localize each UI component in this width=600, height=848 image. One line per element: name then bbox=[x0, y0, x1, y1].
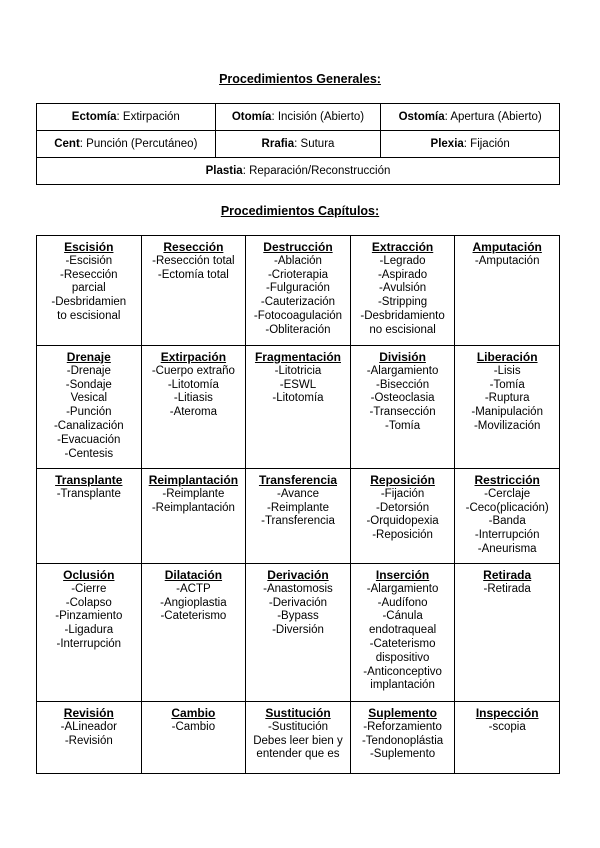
chapter-heading: Inserción bbox=[375, 568, 430, 582]
chapter-item: Debes leer bien y bbox=[253, 734, 343, 747]
chapter-item: -Lisis bbox=[493, 364, 521, 377]
chapter-item: -Pinzamiento bbox=[55, 610, 123, 623]
chapter-item: -Ateroma bbox=[169, 406, 218, 419]
general-description: : Extirpación bbox=[116, 111, 180, 123]
chapter-item: entender que es bbox=[256, 748, 340, 761]
chapter-item: -Interrupción bbox=[56, 637, 122, 650]
chapter-row bbox=[37, 564, 560, 702]
general-description: : Incisión (Abierto) bbox=[271, 111, 365, 123]
general-cell bbox=[37, 158, 560, 185]
chapter-item: -Osteoclasia bbox=[370, 392, 435, 405]
general-description: : Sutura bbox=[294, 138, 335, 150]
chapter-item: -Bisección bbox=[376, 378, 430, 391]
chapter-item: -Escisión bbox=[65, 254, 113, 267]
general-description: : Fijación bbox=[463, 138, 510, 150]
chapter-item: to escisional bbox=[57, 309, 121, 322]
chapter-item: -Litotomía bbox=[167, 378, 219, 391]
chapter-row bbox=[37, 346, 560, 469]
chapter-item: -Ruptura bbox=[484, 392, 530, 405]
chapter-item: -Drenaje bbox=[66, 364, 111, 377]
chapter-row bbox=[37, 702, 560, 774]
chapter-cell bbox=[141, 702, 246, 774]
chapter-heading: Sustitución bbox=[265, 706, 331, 720]
chapter-item: -Amputación bbox=[474, 254, 540, 267]
chapter-item: -Audífono bbox=[377, 596, 428, 609]
chapter-item: -Sondaje bbox=[65, 378, 112, 391]
chapter-item: -Suplemento bbox=[369, 748, 436, 761]
chapter-item: -Cambio bbox=[171, 720, 216, 733]
chapter-item: -ALineador bbox=[60, 720, 117, 733]
chapter-heading: Derivación bbox=[267, 568, 329, 582]
chapter-item: -Tomía bbox=[489, 378, 525, 391]
chapter-item: -Interrupción bbox=[474, 529, 540, 542]
chapter-procedures-table bbox=[36, 235, 560, 774]
chapter-item: endotraqueal bbox=[369, 624, 437, 637]
chapter-cell bbox=[455, 346, 560, 469]
chapter-item: -Centesis bbox=[64, 447, 114, 460]
chapter-item: -Revisión bbox=[64, 734, 113, 747]
chapters-title: Procedimientos Capítulos: bbox=[220, 204, 380, 218]
chapter-item: -Punción bbox=[66, 406, 112, 419]
chapter-cell bbox=[141, 346, 246, 469]
chapter-item: dispositivo bbox=[375, 651, 430, 664]
chapter-item: -Transección bbox=[369, 406, 436, 419]
chapter-item: -Fijación bbox=[380, 487, 425, 500]
chapter-heading: Escisión bbox=[64, 240, 114, 254]
chapter-item: -Legrado bbox=[379, 254, 426, 267]
general-cell bbox=[37, 131, 216, 158]
chapter-item: -Derivación bbox=[268, 596, 328, 609]
chapter-item: -Tomía bbox=[385, 419, 421, 432]
chapter-item: -Aneurisma bbox=[477, 542, 537, 555]
chapter-heading: Reimplantación bbox=[148, 473, 239, 487]
chapter-item: no escisional bbox=[369, 323, 436, 336]
chapter-item: -Tendonoplástia bbox=[361, 734, 444, 747]
general-term: Plexia bbox=[430, 138, 464, 150]
chapter-row bbox=[37, 236, 560, 346]
general-row bbox=[37, 131, 560, 158]
chapter-item: -Movilización bbox=[473, 419, 541, 432]
chapter-item: -Stripping bbox=[377, 296, 428, 309]
chapter-heading: Reposición bbox=[370, 473, 435, 487]
chapter-item: -Colapso bbox=[65, 596, 112, 609]
chapter-heading: Restricción bbox=[474, 473, 540, 487]
chapter-item: -Litotricia bbox=[274, 364, 322, 377]
chapter-item: -Obliteración bbox=[265, 323, 331, 336]
chapter-item: -Canalización bbox=[53, 419, 124, 432]
general-cell bbox=[215, 104, 381, 131]
general-term: Ostomía bbox=[398, 111, 445, 123]
chapter-cell bbox=[246, 702, 351, 774]
chapter-item: -Cauterización bbox=[260, 296, 336, 309]
chapter-item: -Sustitución bbox=[267, 720, 329, 733]
chapter-item: -scopia bbox=[488, 720, 526, 733]
chapter-cell bbox=[455, 236, 560, 346]
chapter-cell bbox=[37, 702, 142, 774]
chapter-item: -Evacuación bbox=[57, 433, 121, 446]
chapter-heading: Fragmentación bbox=[254, 350, 341, 364]
chapter-item: -Desbridamiento bbox=[360, 309, 445, 322]
general-description: : Reparación/Reconstrucción bbox=[242, 165, 391, 177]
chapter-item: -Alargamiento bbox=[366, 582, 439, 595]
chapter-cell bbox=[350, 236, 455, 346]
chapter-item: -Banda bbox=[488, 515, 526, 528]
chapter-cell bbox=[350, 564, 455, 702]
chapter-heading: Revisión bbox=[63, 706, 114, 720]
chapter-cell bbox=[455, 702, 560, 774]
chapter-cell bbox=[246, 564, 351, 702]
chapter-heading: Extirpación bbox=[160, 350, 227, 364]
chapter-item: -Transplante bbox=[56, 487, 121, 500]
chapter-cell bbox=[37, 236, 142, 346]
general-cell bbox=[37, 104, 216, 131]
chapter-item: -ACTP bbox=[176, 582, 211, 595]
chapter-item: -Ligadura bbox=[64, 624, 114, 637]
chapter-heading: Drenaje bbox=[66, 350, 111, 364]
chapter-cell bbox=[37, 564, 142, 702]
chapter-item: -Resección bbox=[60, 268, 118, 281]
chapter-item: -Cuerpo extraño bbox=[151, 364, 235, 377]
chapter-item: -Avulsión bbox=[379, 282, 427, 295]
chapter-item: -Cerclaje bbox=[484, 487, 531, 500]
chapter-item: -Reimplantación bbox=[151, 501, 235, 514]
chapter-row bbox=[37, 469, 560, 564]
chapter-item: -Reforzamiento bbox=[363, 720, 442, 733]
chapter-heading: Dilatación bbox=[164, 568, 223, 582]
chapter-heading: Transferencia bbox=[258, 473, 337, 487]
general-row bbox=[37, 158, 560, 185]
chapter-item: -Cierre bbox=[71, 582, 107, 595]
general-term: Plastia bbox=[205, 165, 243, 177]
chapter-item: -Crioterapia bbox=[267, 268, 329, 281]
chapter-heading: Inspección bbox=[475, 706, 539, 720]
chapter-item: -Reposición bbox=[372, 529, 433, 542]
chapter-heading: Amputación bbox=[472, 240, 542, 254]
chapter-item: -Fotocoagulación bbox=[253, 309, 343, 322]
chapter-cell bbox=[455, 564, 560, 702]
chapter-heading: Cambio bbox=[171, 706, 216, 720]
chapter-item: -Litotomía bbox=[272, 392, 324, 405]
chapter-heading: Transplante bbox=[55, 473, 123, 487]
general-term: Ectomía bbox=[71, 111, 117, 123]
general-title: Procedimientos Generales: bbox=[219, 72, 381, 86]
general-term: Cent bbox=[54, 138, 80, 150]
chapter-heading: Oclusión bbox=[63, 568, 115, 582]
chapter-item: -Anticonceptivo bbox=[363, 665, 442, 678]
chapter-item: -Cateterismo bbox=[160, 610, 227, 623]
chapter-cell bbox=[141, 236, 246, 346]
chapter-cell bbox=[37, 469, 142, 564]
chapter-item: Vesical bbox=[70, 392, 108, 405]
chapter-cell bbox=[350, 702, 455, 774]
general-term: Otomía bbox=[231, 111, 272, 123]
chapter-item: implantación bbox=[370, 679, 435, 692]
general-description: : Apertura (Abierto) bbox=[444, 111, 542, 123]
chapter-item: -Aspirado bbox=[377, 268, 428, 281]
chapter-heading: Resección bbox=[163, 240, 224, 254]
chapter-item: -Cateterismo bbox=[369, 637, 436, 650]
chapter-item: -Resección total bbox=[152, 254, 235, 267]
chapter-cell bbox=[350, 346, 455, 469]
chapter-item: -Orquidopexia bbox=[366, 515, 439, 528]
general-row bbox=[37, 104, 560, 131]
general-description: : Punción (Percutáneo) bbox=[79, 138, 198, 150]
general-cell bbox=[381, 131, 560, 158]
chapter-item: -Ectomía total bbox=[157, 268, 229, 281]
chapter-cell bbox=[246, 346, 351, 469]
chapter-heading: División bbox=[379, 350, 426, 364]
chapter-item: -Reimplante bbox=[162, 487, 225, 500]
chapter-item: parcial bbox=[71, 282, 106, 295]
chapter-item: -Desbridamien bbox=[51, 296, 127, 309]
chapter-item: -Transferencia bbox=[261, 515, 335, 528]
chapter-item: -Ablación bbox=[274, 254, 322, 267]
general-cell bbox=[381, 104, 560, 131]
chapter-cell bbox=[246, 236, 351, 346]
chapter-item: -Litiasis bbox=[173, 392, 213, 405]
chapter-heading: Retirada bbox=[483, 568, 532, 582]
chapter-item: -Reimplante bbox=[266, 501, 329, 514]
chapter-item: -ESWL bbox=[279, 378, 317, 391]
chapter-cell bbox=[350, 469, 455, 564]
general-cell bbox=[215, 131, 381, 158]
chapter-cell bbox=[141, 564, 246, 702]
chapter-item: -Anastomosis bbox=[263, 582, 333, 595]
chapter-item: -Detorsión bbox=[376, 501, 430, 514]
chapter-item: -Diversión bbox=[272, 624, 324, 637]
chapter-item: -Manipulación bbox=[471, 406, 543, 419]
general-procedures-table bbox=[36, 103, 560, 185]
chapter-item: -Retirada bbox=[483, 582, 531, 595]
chapter-item: -Fulguración bbox=[266, 282, 330, 295]
chapter-heading: Liberación bbox=[476, 350, 538, 364]
chapter-cell bbox=[141, 469, 246, 564]
chapter-item: -Angioplastia bbox=[160, 596, 227, 609]
chapter-heading: Extracción bbox=[371, 240, 434, 254]
chapter-cell bbox=[455, 469, 560, 564]
chapter-item: -Cánula bbox=[382, 610, 423, 623]
chapter-item: -Ceco(plicación) bbox=[465, 501, 549, 514]
chapter-item: -Avance bbox=[276, 487, 319, 500]
chapter-heading: Destrucción bbox=[263, 240, 333, 254]
chapter-item: -Bypass bbox=[277, 610, 319, 623]
chapter-item: -Alargamiento bbox=[366, 364, 439, 377]
chapter-cell bbox=[246, 469, 351, 564]
general-term: Rrafia bbox=[261, 138, 295, 150]
chapter-cell bbox=[37, 346, 142, 469]
chapter-heading: Suplemento bbox=[368, 706, 437, 720]
